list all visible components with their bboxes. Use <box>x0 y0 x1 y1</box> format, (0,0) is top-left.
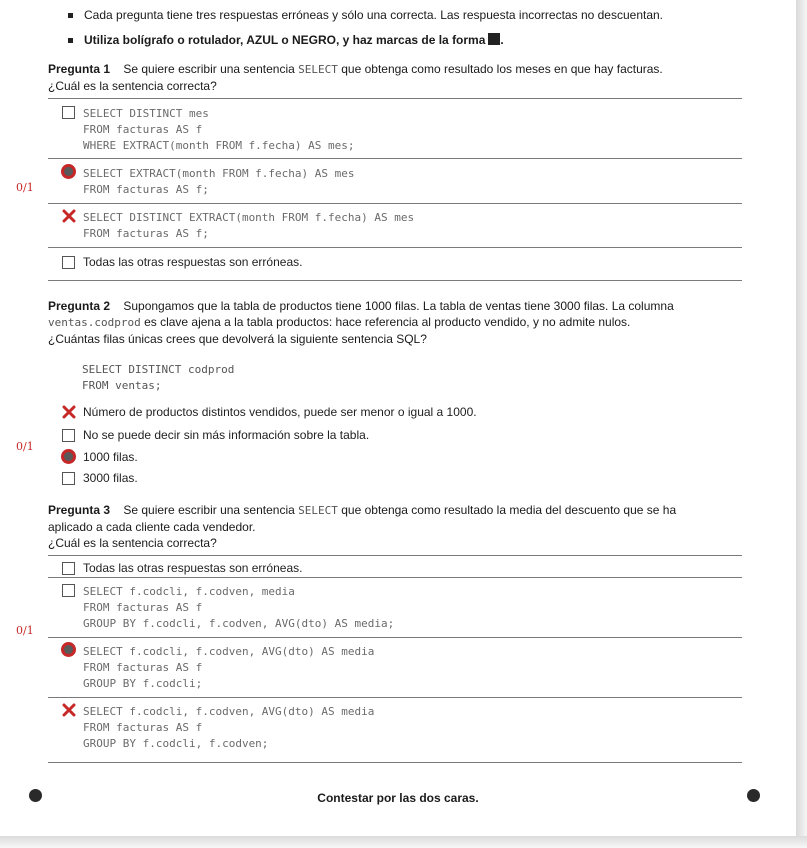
filled-square-icon <box>488 33 500 45</box>
circled-answer-mark[interactable] <box>61 449 76 464</box>
checkbox-empty[interactable] <box>62 584 75 597</box>
checkbox-empty[interactable] <box>62 562 75 575</box>
instruction-1: Cada pregunta tiene tres respuestas erróneas y sólo una correcta. Las respuesta incorrectas no descuentan. <box>68 8 663 22</box>
registration-mark-right <box>747 789 760 802</box>
q1-score: 0/1 <box>16 181 34 194</box>
question-3-label: Pregunta 3 <box>48 503 111 517</box>
divider <box>48 762 742 763</box>
divider <box>48 697 742 698</box>
q2-sql-code: SELECT DISTINCT codprod FROM ventas; <box>82 363 235 392</box>
checkbox-empty[interactable] <box>62 429 75 442</box>
cross-mark-icon[interactable] <box>62 703 76 717</box>
divider <box>48 158 742 159</box>
cross-mark-icon[interactable] <box>62 209 76 223</box>
q3-score: 0/1 <box>16 624 34 637</box>
footer-text: Contestar por las dos caras. <box>317 791 479 805</box>
checkbox-empty[interactable] <box>62 472 75 485</box>
cross-mark-icon[interactable] <box>62 405 76 419</box>
page-shadow-bottom <box>0 836 807 848</box>
question-2-label: Pregunta 2 <box>48 299 111 313</box>
divider <box>48 98 742 99</box>
divider <box>48 577 742 578</box>
circled-answer-mark[interactable] <box>61 642 76 657</box>
question-2-header: Pregunta 2 Supongamos que la tabla de productos tiene 1000 filas. La tabla de ventas tiene 3000 filas. La columna ventas.codprod es clave ajena a la tabla productos: hace referencia al producto vendido, y no admite nulos. ¿Cuántas filas únicas crees que devolverá la siguiente sentencia SQL? <box>48 299 674 346</box>
circled-answer-mark[interactable] <box>61 164 76 179</box>
divider <box>48 555 742 556</box>
divider <box>48 637 742 638</box>
checkbox-empty[interactable] <box>62 106 75 119</box>
bullet-icon <box>68 13 73 18</box>
divider <box>48 280 742 281</box>
question-3-header: Pregunta 3 Se quiere escribir una sentencia SELECT que obtenga como resultado la media del descuento que se ha aplicado a cada cliente cada vendedor. ¿Cuál es la sentencia correcta? <box>48 503 677 550</box>
question-1-header: Pregunta 1 Se quiere escribir una sentencia SELECT que obtenga como resultado los meses en que hay facturas. ¿Cuál es la sentencia correcta? <box>48 62 663 93</box>
divider <box>48 247 742 248</box>
checkbox-empty[interactable] <box>62 256 75 269</box>
exam-page: Cada pregunta tiene tres respuestas erróneas y sólo una correcta. Las respuesta incorrectas no descuentan. Utiliza bolígrafo o rotulador, AZUL o NEGRO, y haz marcas de la forma . Pregunta 1 Se quiere escribir una sentencia SELECT que obtenga como resultado los meses en que hay facturas. ¿Cuál es la sentencia correcta? SELECT DISTINCT mes FROM facturas AS f WHERE EXTRACT(month FROM f.fecha) AS mes; SELECT EXTRACT(month FROM f.fecha) AS mes FROM facturas AS f; 0/1 SELECT DISTINCT EXTRACT(month FROM f.fecha) AS mes FROM facturas AS f; Todas las otras respuestas son erróneas. Pregunta 2 Supongamos que la tabla de productos tiene 1000 filas. La tabla de ventas tiene 3000 filas. La columna ventas.codprod es clave ajena a la tabla productos: hace referencia al producto vendido, y no admite nulos. ¿Cuántas filas únicas crees que devolverá la siguiente sentencia SQL? SELECT DISTINCT codprod FROM ventas; Número de productos distintos vendidos, puede ser menor o igual a 1000. No se puede decir sin más información sobre la tabla. 0/1 1000 filas. 3000 filas. Pregunta 3 Se quiere escribir una sentencia SELECT que obtenga como resultado la media del descuento que se ha aplicado a cada cliente cada vendedor. ¿Cuál es la sentencia correcta? Todas las otras respuestas son erróneas. SELECT f.codcli, f.codven, media FROM facturas AS f GROUP BY f.codcli, f.codven, AVG(dto) AS media; 0/1 SELECT f.codcli, f.codven, AVG(dto) AS media FROM facturas AS f GROUP BY f.codcli; SELECT f.codcli, f.codven, AVG(dto) AS media FROM facturas AS f GROUP BY f.codcli, f.codven; Contestar por las dos caras. <box>0 0 796 836</box>
page-shadow-right <box>796 0 807 848</box>
divider <box>48 203 742 204</box>
bullet-icon <box>68 38 73 43</box>
question-1-label: Pregunta 1 <box>48 62 111 76</box>
q2-score: 0/1 <box>16 440 34 453</box>
instruction-2: Utiliza bolígrafo o rotulador, AZUL o NEGRO, y haz marcas de la forma . <box>68 33 504 47</box>
